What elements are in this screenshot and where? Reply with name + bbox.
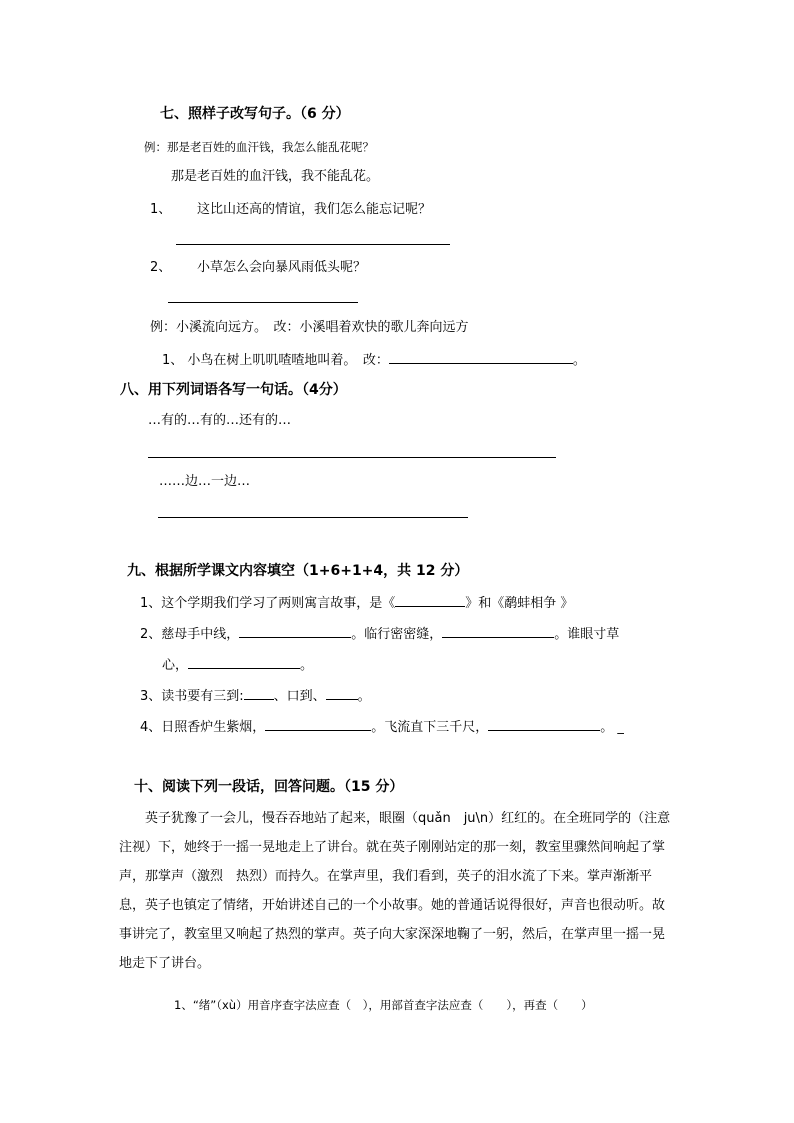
reading-question-1: 1、“绪”（xù）用音序查字法应查（ ），用部首查字法应查（ ），再查（ ）	[174, 998, 593, 1012]
answer-blank[interactable]	[265, 717, 371, 731]
rewrite-question-1: 这比山还高的情谊，我们怎么能忘记呢？	[197, 202, 432, 217]
question-text: 2、慈母手中线，	[140, 627, 240, 642]
fill-question-2-cont	[162, 655, 313, 675]
passage-text: 英子犹豫了一会儿，慢吞吞地站了起来，眼圈（quǎn ju\n）红红的。在全班同学的（注意 注视）下，她终于一摇一晃地走上了讲台。就在英子刚刚站定的那一刻，教室里骤然间响起了掌声，那掌声（激烈 热烈）而持久。在掌声里，我们看到，英子的泪水流了下来。掌声渐渐平息，英子也镇定了情绪，开始讲述自己的一个小故事。她的普通话说得很好，声音也很动听。故事讲完了，教室里又响起了热烈的掌声。英子向大家深深地鞠了一躬，然后，在掌声里一摇一晃地走下了讲台。	[119, 811, 684, 971]
rewrite-question-3	[162, 350, 586, 370]
fill-question-4	[140, 717, 624, 737]
section-9-title: 九、根据所学课文内容填空（1+6+1+4，共 12 分）	[127, 563, 469, 579]
question-text: 4、日照香炉生紫烟，	[140, 720, 266, 735]
phrase-2: ……边…一边…	[159, 474, 251, 489]
answer-blank[interactable]	[244, 686, 274, 700]
question-text: 1、 小鸟在树上叽叽喳喳地叫着。 改：	[162, 353, 389, 368]
phrase-1: …有的…有的…还有的…	[148, 413, 292, 428]
answer-blank[interactable]	[389, 350, 573, 364]
reading-passage	[119, 804, 684, 978]
answer-line[interactable]	[148, 457, 556, 458]
answer-blank[interactable]	[442, 624, 554, 638]
rewrite-question-2: 小草怎么会向暴风雨低头呢？	[197, 260, 367, 275]
punctuation: 。 _	[600, 720, 624, 735]
answer-blank[interactable]	[488, 717, 600, 731]
answer-blank[interactable]	[239, 624, 351, 638]
section-7-title: 七、照样子改写句子。（6 分）	[160, 106, 350, 122]
answer-line[interactable]	[158, 517, 468, 518]
question-text: 。临行密密缝，	[351, 627, 443, 642]
section-10-title: 十、阅读下列一段话，回答问题。（15 分）	[134, 779, 404, 795]
question-text: 3、读书要有三到:	[140, 689, 244, 704]
question-text: 。飞流直下三千尺，	[371, 720, 489, 735]
answer-blank[interactable]	[188, 655, 300, 669]
example-answer: 那是老百姓的血汗钱，我不能乱花。	[171, 169, 380, 184]
section-8-title: 八、用下列词语各写一句话。（4分）	[120, 382, 347, 398]
answer-blank[interactable]	[395, 593, 465, 607]
question-text: 、口到、	[273, 689, 326, 704]
question-text: 》和《鹬蚌相争 》	[465, 596, 574, 611]
answer-blank[interactable]	[326, 686, 358, 700]
punctuation: 。	[572, 353, 586, 368]
question-number: 2、	[150, 260, 172, 275]
question-text: 心，	[162, 658, 189, 673]
example-2: 例：小溪流向远方。 改：小溪唱着欢快的歌儿奔向远方	[150, 320, 469, 335]
example-sentence: 例：那是老百姓的血汗钱，我怎么能乱花呢？	[144, 140, 374, 154]
fill-question-3	[140, 686, 371, 706]
answer-line[interactable]	[176, 244, 450, 245]
question-number: 1、	[150, 202, 172, 217]
question-text: 1、这个学期我们学习了两则寓言故事，是《	[140, 596, 396, 611]
punctuation: 。	[357, 689, 371, 704]
punctuation: 。	[300, 658, 314, 673]
fill-question-2	[140, 624, 619, 644]
question-text: 。谁眼寸草	[554, 627, 620, 642]
fill-question-1	[140, 593, 573, 613]
answer-line[interactable]	[168, 302, 358, 303]
